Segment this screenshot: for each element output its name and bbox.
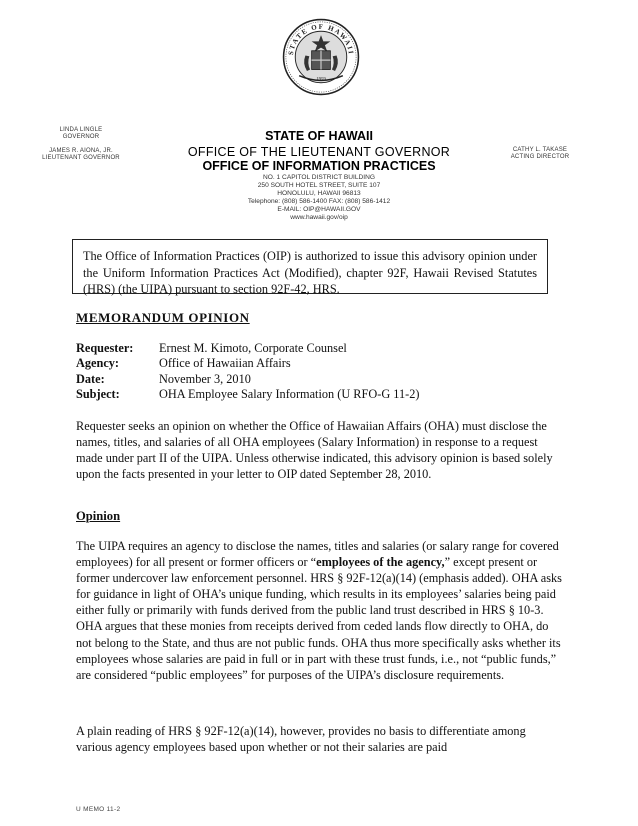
date-row xyxy=(76,372,419,387)
agency-row xyxy=(76,356,419,371)
opinion-paragraph-2: A plain reading of HRS § 92F-12(a)(14), however, provides no basis to differentiate among various agency employees based upon whether or not their salaries are paid xyxy=(76,724,526,755)
opinion-paragraph-1 xyxy=(76,538,564,683)
memo-title: MEMORANDUM OPINION xyxy=(76,310,250,325)
requester-label: Requester: xyxy=(76,341,134,355)
requester-value: Ernest M. Kimoto, Corporate Counsel xyxy=(159,341,347,355)
intro-paragraph: Requester seeks an opinion on whether the Office of Hawaiian Affairs (OHA) must disclose the names, titles, and salaries of all OHA employees (Salary Information) in response to a request made under part II of the UIPA. Unless otherwise indicated, this advisory opinion is based solely upon the facts presented in your letter to OIP dated September 28, 2010. xyxy=(76,419,553,482)
memo-meta xyxy=(76,341,419,403)
state-seal-logo xyxy=(282,18,360,96)
governor-name: LINDA LINGLE xyxy=(59,127,103,133)
opinion-heading: Opinion xyxy=(76,509,121,523)
opinion-text-before: The UIPA requires an agency to disclose the names, titles and salaries (or salary range for covered employees) for all present or former officers or “ xyxy=(76,539,559,570)
phone-line: Telephone: (808) 586-1400 FAX: (808) 586-1412 xyxy=(247,198,391,206)
seal-year: 1959 xyxy=(316,77,326,83)
lt-governor-name: JAMES R. AIONA, JR. xyxy=(49,148,113,154)
footer-memo-id: U MEMO 11-2 xyxy=(76,806,121,813)
lt-governor-title: LIEUTENANT GOVERNOR xyxy=(42,155,120,161)
director-title: ACTING DIRECTOR xyxy=(510,154,570,160)
opinion-emphasis: employees of the agency, xyxy=(316,555,445,570)
subject-row xyxy=(76,387,419,402)
date-label: Date: xyxy=(76,371,105,386)
office-heading: OFFICE OF THE LIEUTENANT GOVERNOR xyxy=(187,145,451,159)
opinion-text-after: ” except present or former undercover law enforcement personnel. HRS § 92F-12(a)(14) (emphasis added). OHA asks for guidance in light of OHA’s unique funding, which results in its employees’ salaries being paid either fully or primarily with funds derived from the public land trust described in HRS § 10-3. OHA argues that these monies from receipts derived from ceded lands flow directly to OHA, do not belong to the State, and thus are not public funds. OHA thus more specifically asks whether its employees whose salaries are paid in full or in part with these trust funds, i.e., not “public funds,” are considered “public employees” for purposes of the UIPA’s disclosure requirements. xyxy=(76,555,562,682)
subject-label: Subject: xyxy=(76,387,120,402)
authority-notice-box: The Office of Information Practices (OIP) is authorized to issue this advisory opinion under the Uniform Information Practices Act (Modified), chapter 92F, Hawaii Revised Statutes (HRS) (the UIPA) pursuant to section 92F-42, HRS. xyxy=(72,239,548,294)
address-line: HONOLULU, HAWAII 96813 xyxy=(277,190,361,198)
email-line: E-MAIL: OIP@HAWAII.GOV xyxy=(277,206,361,214)
seal-ring-text: STATE OF HAWAII xyxy=(286,22,356,56)
agency-value: Office of Hawaiian Affairs xyxy=(159,356,291,371)
website-line: www.hawaii.gov/oip xyxy=(290,214,348,222)
state-heading: STATE OF HAWAII xyxy=(265,129,373,143)
address-line: NO. 1 CAPITOL DISTRICT BUILDING xyxy=(263,174,375,181)
agency-label: Agency: xyxy=(76,356,120,371)
address-block xyxy=(0,174,638,223)
dept-heading: OFFICE OF INFORMATION PRACTICES xyxy=(202,159,436,173)
date-value: November 3, 2010 xyxy=(159,371,251,386)
requester-row xyxy=(76,341,419,356)
subject-value: OHA Employee Salary Information (U RFO-G 11-2) xyxy=(159,387,420,402)
director-name: CATHY L. TAKASE xyxy=(512,147,568,153)
governor-title: GOVERNOR xyxy=(62,134,100,140)
address-line: 250 SOUTH HOTEL STREET, SUITE 107 xyxy=(257,182,381,190)
